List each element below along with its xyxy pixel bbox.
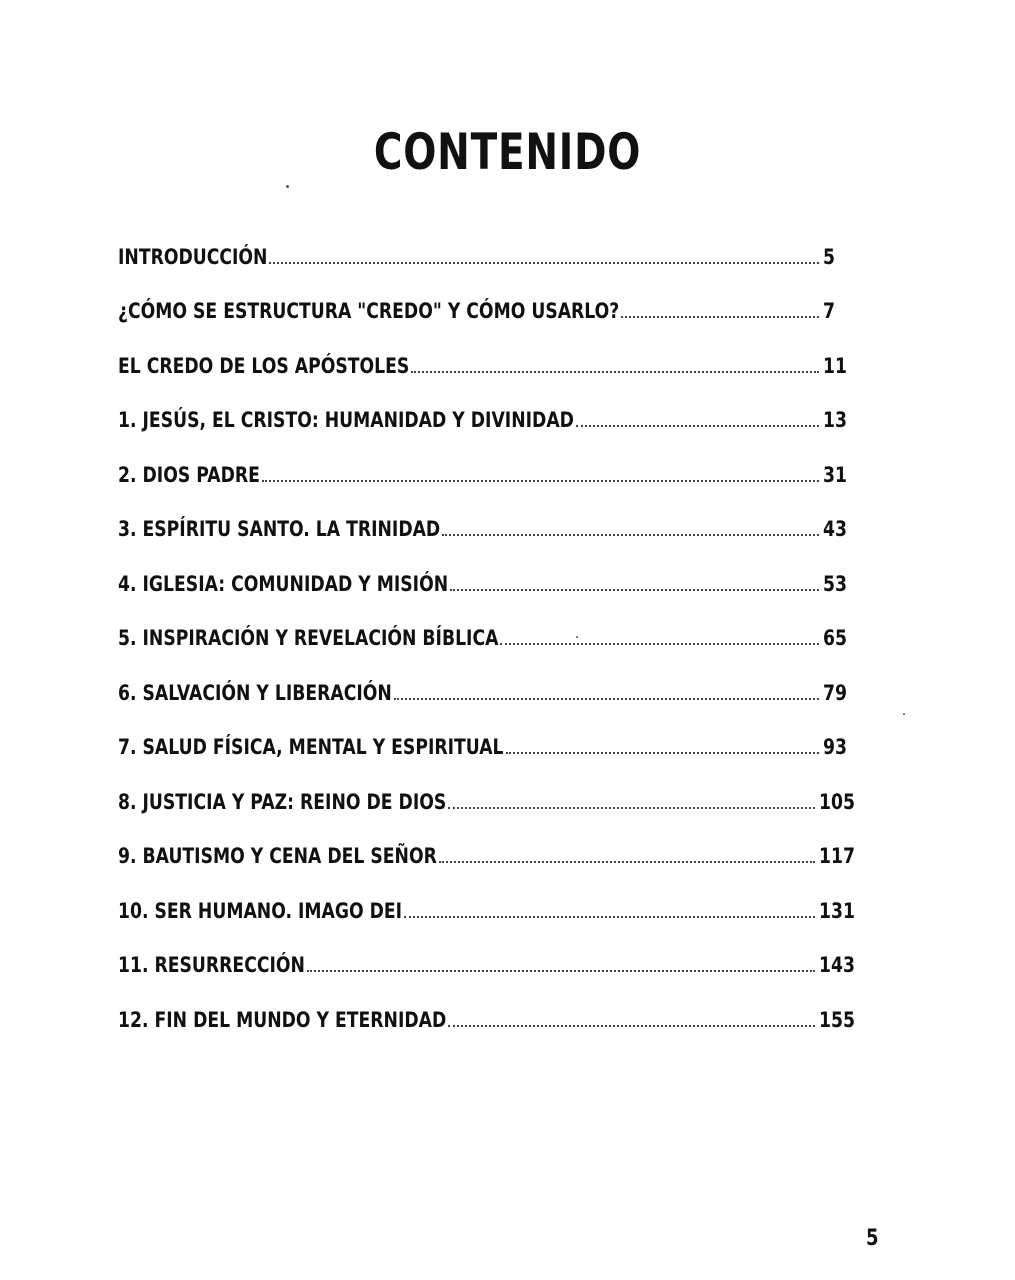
toc-entry [118,650,863,705]
toc-entry-page: 11 [823,353,847,378]
dot-leader [269,262,819,264]
toc-entry-page: 93 [823,735,847,759]
toc-entry-title-wrap [118,953,307,977]
dot-leader [621,316,819,318]
toc-entry-page: 13 [823,408,847,432]
toc-entry [118,432,863,487]
dot-leader [411,371,819,373]
toc-entry-title-wrap [118,626,500,650]
dot-leader [394,698,819,700]
dot-leader [307,970,815,972]
toc-entry-title: 5. INSPIRACIÓN Y REVELACIÓN BÍBLICA [118,626,499,650]
toc-entry-title-wrap [118,463,262,487]
toc-entry [118,759,863,814]
toc-entry-title: 2. DIOS PADRE [118,462,260,487]
toc-entry-title: 7. SALUD FÍSICA, MENTAL Y ESPIRITUAL [118,735,504,759]
dot-leader [500,643,819,645]
toc-entry-title: 10. SER HUMANO. IMAGO DEI [118,898,403,923]
toc-entry-title: 12. FIN DEL MUNDO Y ETERNIDAD [118,1007,447,1032]
toc-entry-title-wrap [118,245,269,269]
toc-entry-title-wrap [118,735,506,759]
toc-entry-title-wrap [118,572,450,596]
toc-entry-title: 3. ESPÍRITU SANTO. LA TRINIDAD [118,517,441,541]
toc-entry-title-wrap [118,899,404,923]
toc-entry [118,705,863,760]
toc-entry-title-wrap [118,517,442,541]
toc-entry-title: INTRODUCCIÓN [118,244,268,269]
toc-entry-page: 105 [819,789,856,814]
toc-entry-title-wrap [118,354,411,378]
toc-entry-title: 1. JESÚS, EL CRISTO: HUMANIDAD Y DIVINIDAD [118,408,574,432]
table-of-contents [118,214,863,1032]
toc-entry-page: 117 [819,844,856,868]
toc-entry-page: 5 [823,244,835,269]
toc-entry-page: 7 [823,299,835,323]
paper-speck [576,636,578,638]
toc-entry-title-wrap [118,299,621,323]
dot-leader [448,807,815,809]
dot-leader [262,480,819,482]
dot-leader [404,916,815,918]
toc-entry [118,378,863,433]
dot-leader [576,425,819,427]
toc-entry [118,923,863,978]
toc-entry [118,868,863,923]
toc-entry-title: 8. JUSTICIA Y PAZ: REINO DE DIOS [118,789,447,814]
toc-entry-page: 131 [819,898,856,923]
toc-entry [118,214,863,269]
toc-entry-title-wrap [118,681,394,705]
toc-entry [118,487,863,542]
toc-entry-page: 155 [819,1007,856,1032]
dot-leader [450,589,819,591]
toc-entry-page: 53 [823,571,847,596]
dot-leader [439,861,815,863]
toc-entry-title: 11. RESURRECCIÓN [118,953,305,977]
toc-entry-page: 79 [823,680,847,705]
toc-entry-title: 6. SALVACIÓN Y LIBERACIÓN [118,680,392,705]
toc-entry-title: 9. BAUTISMO Y CENA DEL SEÑOR [118,844,437,868]
toc-entry [118,977,863,1032]
toc-entry-page: 43 [823,517,847,541]
toc-entry-title: 4. IGLESIA: COMUNIDAD Y MISIÓN [118,571,449,596]
toc-entry-title-wrap [118,844,439,868]
toc-entry-page: 31 [823,462,847,487]
toc-entry-title-wrap [118,790,448,814]
toc-entry-title: EL CREDO DE LOS APÓSTOLES [118,353,410,378]
toc-entry-title: ¿CÓMO SE ESTRUCTURA "CREDO" Y CÓMO USARLO? [118,299,620,323]
toc-entry [118,269,863,324]
toc-entry-title-wrap [118,1008,448,1032]
page-number: 5 [866,1226,879,1251]
toc-entry [118,596,863,651]
paper-speck [286,185,289,188]
dot-leader [442,534,819,536]
toc-entry-page: 143 [819,953,856,977]
toc-entry-title-wrap [118,408,576,432]
paper-speck [903,713,905,715]
toc-entry [118,541,863,596]
dot-leader [506,752,819,754]
page-title: CONTENIDO [373,123,642,181]
toc-entry-page: 65 [823,626,847,650]
toc-entry [118,323,863,378]
dot-leader [448,1025,815,1027]
toc-entry [118,814,863,869]
